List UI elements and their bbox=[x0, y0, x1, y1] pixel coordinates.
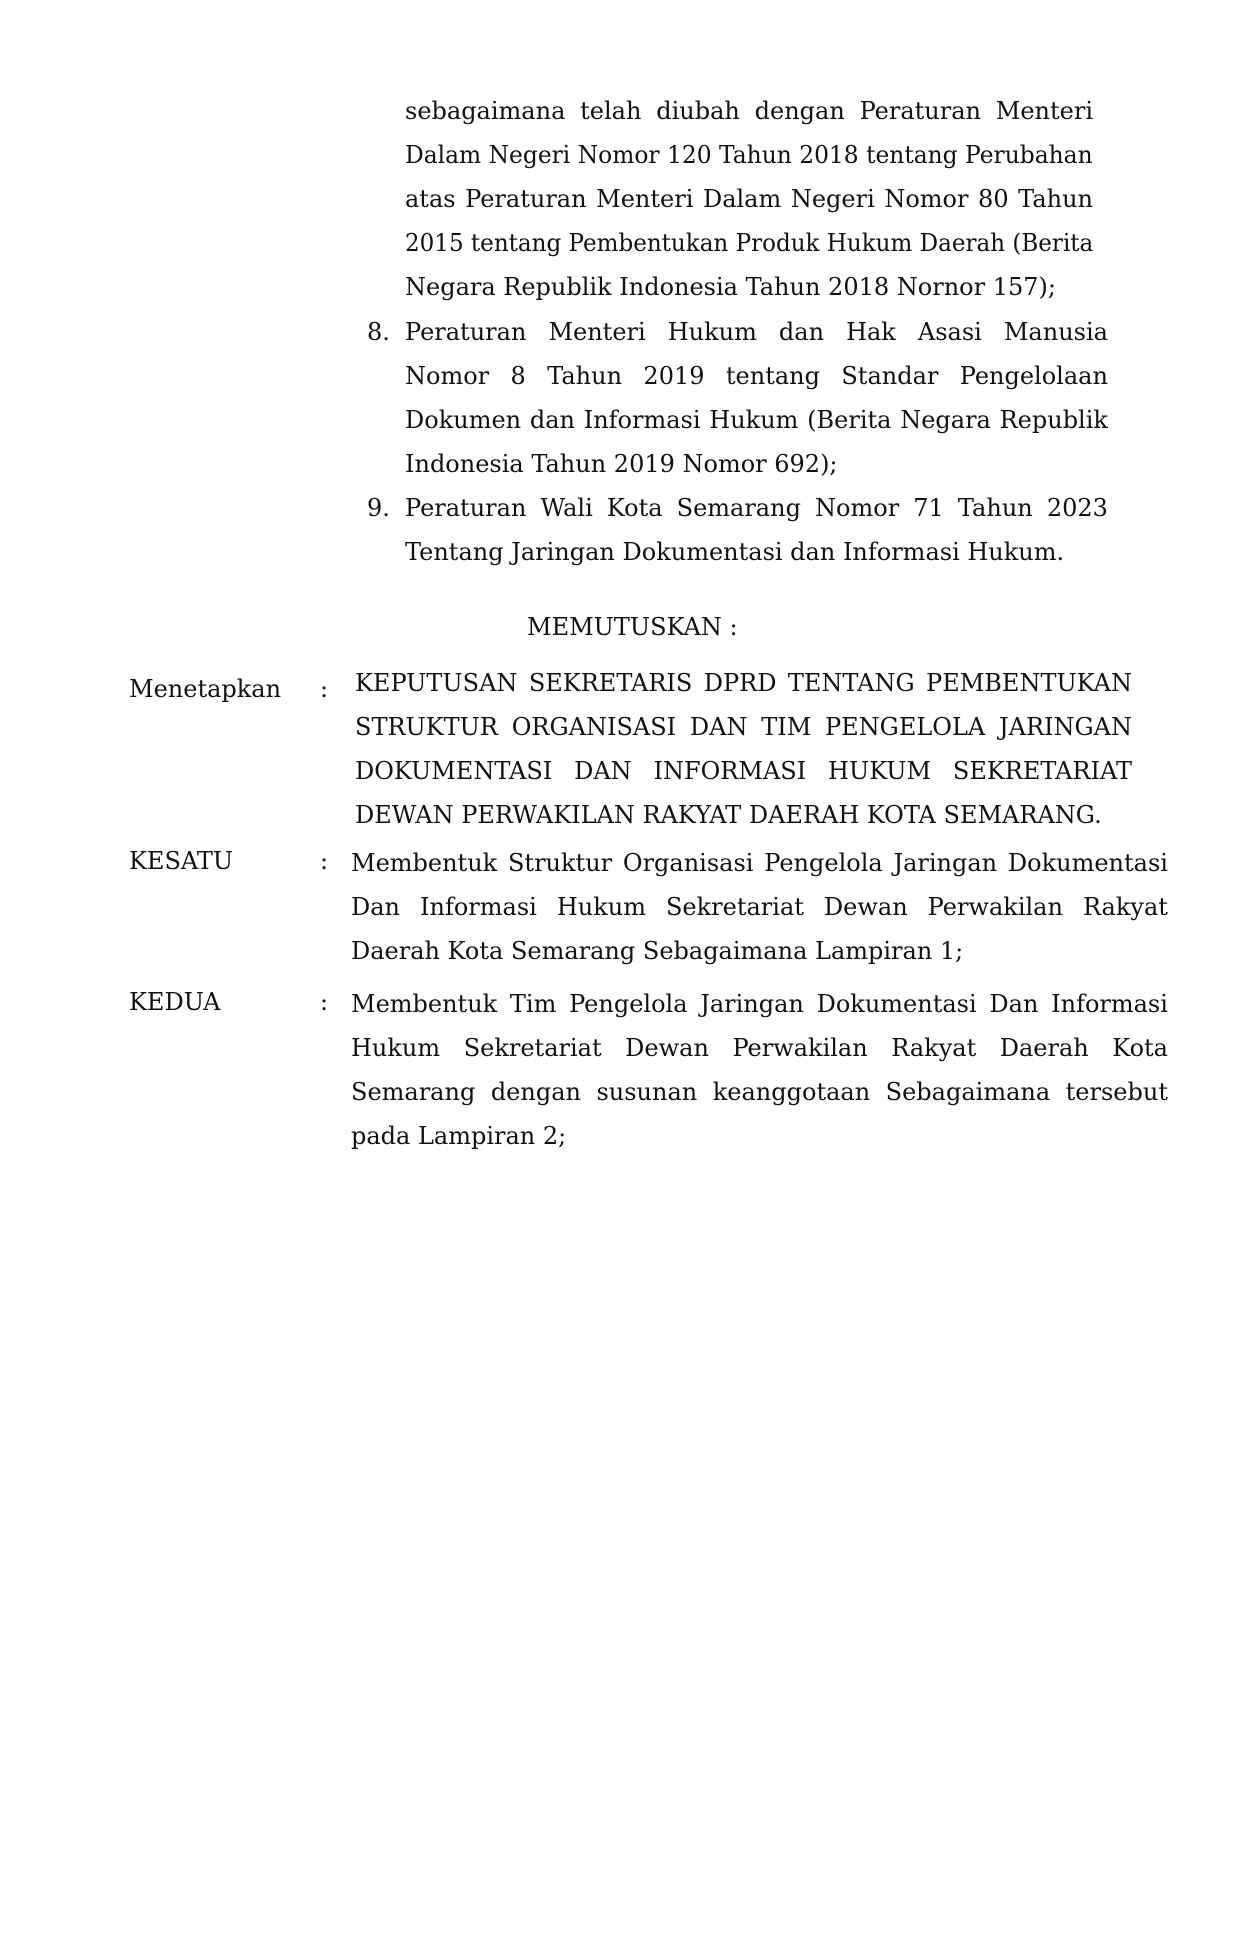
decision-colon: : bbox=[320, 675, 329, 703]
word: (Berita bbox=[807, 406, 892, 434]
word: Hukum bbox=[351, 1034, 441, 1062]
word: Hukum bbox=[709, 406, 799, 434]
word: Perwakilan bbox=[927, 893, 1063, 921]
text-line bbox=[405, 452, 838, 476]
text-line bbox=[405, 143, 1093, 167]
word: Informasi bbox=[583, 406, 701, 434]
word: Republik bbox=[999, 406, 1108, 434]
word: Tim bbox=[509, 990, 557, 1018]
word: Hukum bbox=[667, 318, 757, 346]
word: telah bbox=[580, 97, 642, 125]
line-text: Dalam Negeri Nomor 120 Tahun 2018 tentang Perubahan bbox=[405, 141, 1093, 169]
word: TIM bbox=[761, 713, 812, 741]
word: dengan bbox=[754, 97, 845, 125]
word: DPRD bbox=[703, 669, 777, 697]
word: Negeri bbox=[790, 185, 875, 213]
word: Pengelolaan bbox=[959, 362, 1108, 390]
line-text: DEWAN PERWAKILAN RAKYAT DAERAH KOTA SEMARANG. bbox=[355, 801, 1102, 829]
line-text: pada Lampiran 2; bbox=[351, 1122, 567, 1150]
word: Pengelola bbox=[569, 990, 688, 1018]
word: JARINGAN bbox=[998, 713, 1132, 741]
word: atas bbox=[405, 185, 456, 213]
word: 8 bbox=[510, 362, 526, 390]
word: Menteri bbox=[995, 97, 1093, 125]
list-item-number: 8. bbox=[367, 318, 390, 346]
text-line bbox=[405, 275, 1056, 299]
text-line bbox=[355, 715, 1132, 739]
word: DAN bbox=[689, 713, 748, 741]
word: Membentuk bbox=[351, 849, 498, 877]
line-text: Negara Republik Indonesia Tahun 2018 Nornor 157); bbox=[405, 273, 1056, 301]
word: Semarang bbox=[676, 494, 801, 522]
word: SEKRETARIAT bbox=[952, 757, 1132, 785]
word: Daerah bbox=[999, 1034, 1089, 1062]
word: 2023 bbox=[1046, 494, 1108, 522]
text-line bbox=[351, 1124, 566, 1148]
word: Peraturan bbox=[859, 97, 981, 125]
text-line bbox=[405, 187, 1093, 211]
word: Sekretariat bbox=[665, 893, 804, 921]
word: HUKUM bbox=[828, 757, 932, 785]
word: tersebut bbox=[1065, 1078, 1168, 1106]
word: Sekretariat bbox=[463, 1034, 602, 1062]
text-line bbox=[405, 320, 1108, 344]
word: Rakyat bbox=[1082, 893, 1168, 921]
text-line bbox=[355, 803, 1102, 827]
word: KEPUTUSAN bbox=[355, 669, 518, 697]
word: Dokumentasi bbox=[1007, 849, 1168, 877]
word: PEMBENTUKAN bbox=[926, 669, 1132, 697]
word: dan bbox=[778, 318, 825, 346]
word: 2019 bbox=[643, 362, 705, 390]
word: Tahun bbox=[547, 362, 623, 390]
text-line bbox=[405, 231, 1093, 255]
word: dengan bbox=[490, 1078, 581, 1106]
line-text: 2015 tentang Pembentukan Produk Hukum Daerah (Berita bbox=[405, 229, 1094, 257]
word: Hak bbox=[846, 318, 896, 346]
word: Kota bbox=[606, 494, 663, 522]
word: Standar bbox=[841, 362, 939, 390]
word: Dalam bbox=[702, 185, 782, 213]
word: PENGELOLA bbox=[825, 713, 986, 741]
section-heading: MEMUTUSKAN : bbox=[527, 613, 738, 641]
decision-colon: : bbox=[320, 847, 329, 875]
word: Pengelola bbox=[764, 849, 883, 877]
word: Semarang bbox=[351, 1078, 476, 1106]
word: Jaringan bbox=[700, 990, 804, 1018]
text-line bbox=[351, 851, 1168, 875]
word: Kota bbox=[1112, 1034, 1168, 1062]
word: susunan bbox=[596, 1078, 698, 1106]
word: Membentuk bbox=[351, 990, 498, 1018]
word: Hukum bbox=[556, 893, 646, 921]
word: diubah bbox=[656, 97, 740, 125]
word: Dewan bbox=[625, 1034, 709, 1062]
word: SEKRETARIS bbox=[528, 669, 693, 697]
word: Informasi bbox=[1051, 990, 1168, 1018]
word: Negara bbox=[900, 406, 991, 434]
word: Dan bbox=[351, 893, 401, 921]
word: Dokumentasi bbox=[816, 990, 977, 1018]
text-line bbox=[405, 496, 1108, 520]
word: Manusia bbox=[1003, 318, 1108, 346]
text-line bbox=[351, 1036, 1168, 1060]
word: ORGANISASI bbox=[511, 713, 677, 741]
word: dan bbox=[529, 406, 575, 434]
text-line bbox=[355, 671, 1132, 695]
word: DAN bbox=[574, 757, 632, 785]
word: Peraturan bbox=[465, 185, 587, 213]
word: Nomor bbox=[405, 362, 490, 390]
line-text: Tentang Jaringan Dokumentasi dan Informasi Hukum. bbox=[405, 538, 1065, 566]
word: Dan bbox=[989, 990, 1039, 1018]
list-item-number: 9. bbox=[367, 494, 390, 522]
word: DOKUMENTASI bbox=[355, 757, 553, 785]
line-text: Indonesia Tahun 2019 Nomor 692); bbox=[405, 450, 838, 478]
word: Menteri bbox=[548, 318, 646, 346]
text-line bbox=[405, 408, 1108, 432]
word: Dewan bbox=[823, 893, 908, 921]
line-text: Daerah Kota Semarang Sebagaimana Lampiran 1; bbox=[351, 937, 964, 965]
word: Tahun bbox=[1018, 185, 1093, 213]
word: Wali bbox=[540, 494, 593, 522]
text-line bbox=[351, 939, 963, 963]
word: STRUKTUR bbox=[355, 713, 498, 741]
word: Rakyat bbox=[891, 1034, 977, 1062]
word: Tahun bbox=[957, 494, 1033, 522]
word: 80 bbox=[978, 185, 1009, 213]
decision-label: KEDUA bbox=[129, 988, 221, 1016]
word: Peraturan bbox=[405, 318, 527, 346]
text-line bbox=[355, 759, 1132, 783]
word: Struktur bbox=[507, 849, 613, 877]
word: 71 bbox=[913, 494, 944, 522]
decision-label: Menetapkan bbox=[129, 675, 282, 703]
text-line bbox=[351, 1080, 1168, 1104]
word: Peraturan bbox=[405, 494, 527, 522]
word: Nomor bbox=[884, 185, 969, 213]
word: Jaringan bbox=[893, 849, 998, 877]
word: INFORMASI bbox=[653, 757, 807, 785]
decision-colon: : bbox=[320, 988, 329, 1016]
word: Menteri bbox=[596, 185, 694, 213]
text-line bbox=[405, 364, 1108, 388]
word: Dokumen bbox=[405, 406, 522, 434]
decision-label: KESATU bbox=[129, 847, 234, 875]
text-line bbox=[351, 992, 1168, 1016]
text-line bbox=[405, 540, 1064, 564]
text-line bbox=[351, 895, 1168, 919]
word: Perwakilan bbox=[732, 1034, 868, 1062]
word: tentang bbox=[725, 362, 820, 390]
word: Sebagaimana bbox=[885, 1078, 1051, 1106]
text-line bbox=[405, 99, 1093, 123]
word: sebagaimana bbox=[405, 97, 566, 125]
word: TENTANG bbox=[787, 669, 915, 697]
word: keanggotaan bbox=[712, 1078, 871, 1106]
word: Asasi bbox=[917, 318, 982, 346]
word: Nomor bbox=[815, 494, 900, 522]
word: Informasi bbox=[420, 893, 537, 921]
word: Organisasi bbox=[622, 849, 754, 877]
